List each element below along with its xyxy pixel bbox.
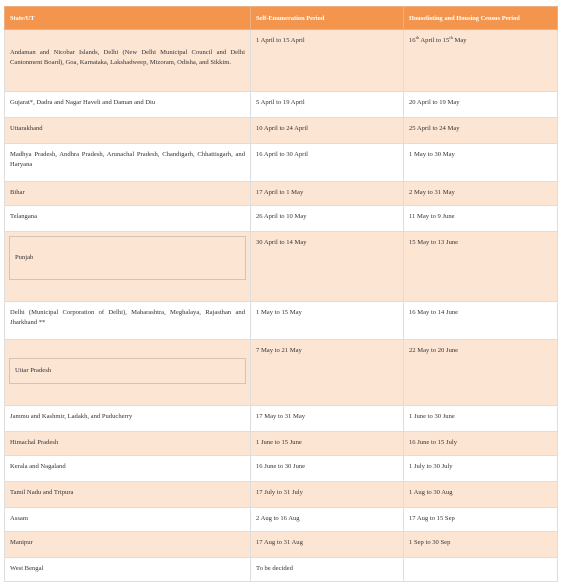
houselisting-cell: 16th April to 15th May [404, 30, 558, 92]
self-enumeration-cell: To be decided [251, 558, 404, 582]
state-cell: Uttarakhand [5, 118, 251, 144]
header-self-enumeration: Self-Enumeration Period [251, 7, 404, 30]
houselisting-cell: 15 May to 13 June [404, 232, 558, 302]
houselisting-cell: 17 Aug to 15 Sep [404, 508, 558, 532]
self-enumeration-cell: 17 April to 1 May [251, 182, 404, 206]
state-cell: Manipur [5, 532, 251, 558]
self-enumeration-cell: 5 April to 19 April [251, 92, 404, 118]
self-enumeration-cell: 7 May to 21 May [251, 340, 404, 406]
state-inner-box: Uttar Pradesh [9, 358, 246, 384]
houselisting-cell: 11 May to 9 June [404, 206, 558, 232]
state-cell: Madhya Pradesh, Andhra Pradesh, Arunachal Pradesh, Chandigarh, Chhattisgarh, and Haryana [5, 144, 251, 182]
self-enumeration-cell: 26 April to 10 May [251, 206, 404, 232]
table-header-row [5, 7, 558, 30]
self-enumeration-cell: 30 April to 14 May [251, 232, 404, 302]
self-enumeration-cell: 1 June to 15 June [251, 432, 404, 456]
houselisting-cell: 1 July to 30 July [404, 456, 558, 482]
self-enumeration-cell: 16 June to 30 June [251, 456, 404, 482]
state-cell: Andaman and Nicobar Islands, Delhi (New Delhi Municipal Council and Delhi Cantonment Board), Goa, Karnataka, Lakshadweep, Mizoram, Odisha, and Sikkim. [5, 30, 251, 92]
state-cell: West Bengal [5, 558, 251, 582]
houselisting-cell [404, 558, 558, 582]
self-enumeration-cell: 2 Aug to 16 Aug [251, 508, 404, 532]
self-enumeration-cell: 1 May to 15 May [251, 302, 404, 340]
houselisting-cell: 2 May to 31 May [404, 182, 558, 206]
state-cell: Telangana [5, 206, 251, 232]
table-row [5, 532, 558, 558]
houselisting-cell: 16 June to 15 July [404, 432, 558, 456]
table-row [5, 482, 558, 508]
houselisting-cell: 25 April to 24 May [404, 118, 558, 144]
houselisting-cell: 1 June to 30 June [404, 406, 558, 432]
state-cell [5, 232, 251, 302]
state-cell [5, 340, 251, 406]
table-row [5, 432, 558, 456]
table-row [5, 182, 558, 206]
self-enumeration-cell: 16 April to 30 April [251, 144, 404, 182]
state-cell: Himachal Pradesh [5, 432, 251, 456]
state-cell: Gujarat*, Dadra and Nagar Haveli and Daman and Diu [5, 92, 251, 118]
state-cell: Bihar [5, 182, 251, 206]
table-row [5, 30, 558, 92]
table-row [5, 232, 558, 302]
table-row [5, 302, 558, 340]
table-row [5, 508, 558, 532]
table-row [5, 456, 558, 482]
houselisting-cell: 1 May to 30 May [404, 144, 558, 182]
houselisting-cell: 16 May to 14 June [404, 302, 558, 340]
table-row [5, 558, 558, 582]
self-enumeration-cell: 17 Aug to 31 Aug [251, 532, 404, 558]
self-enumeration-cell: 17 May to 31 May [251, 406, 404, 432]
header-state: State/UT [5, 7, 251, 30]
self-enumeration-cell: 10 April to 24 April [251, 118, 404, 144]
state-cell: Jammu and Kashmir, Ladakh, and Puducherry [5, 406, 251, 432]
header-houselisting: Houselisting and Housing Census Period [404, 7, 558, 30]
houselisting-cell: 1 Aug to 30 Aug [404, 482, 558, 508]
table-row [5, 340, 558, 406]
houselisting-cell: 1 Sep to 30 Sep [404, 532, 558, 558]
table-row [5, 92, 558, 118]
census-schedule-table [4, 6, 558, 582]
table-row [5, 206, 558, 232]
table-row [5, 118, 558, 144]
state-cell: Tamil Nadu and Tripura [5, 482, 251, 508]
state-inner-box: Punjab [9, 236, 246, 280]
houselisting-cell: 20 April to 19 May [404, 92, 558, 118]
houselisting-cell: 22 May to 20 June [404, 340, 558, 406]
self-enumeration-cell: 17 July to 31 July [251, 482, 404, 508]
table-row [5, 406, 558, 432]
state-cell: Assam [5, 508, 251, 532]
self-enumeration-cell: 1 April to 15 April [251, 30, 404, 92]
state-cell: Kerala and Nagaland [5, 456, 251, 482]
table-row [5, 144, 558, 182]
state-cell: Delhi (Municipal Corporation of Delhi), Maharashtra, Meghalaya, Rajasthan and Jharkhand ** [5, 302, 251, 340]
